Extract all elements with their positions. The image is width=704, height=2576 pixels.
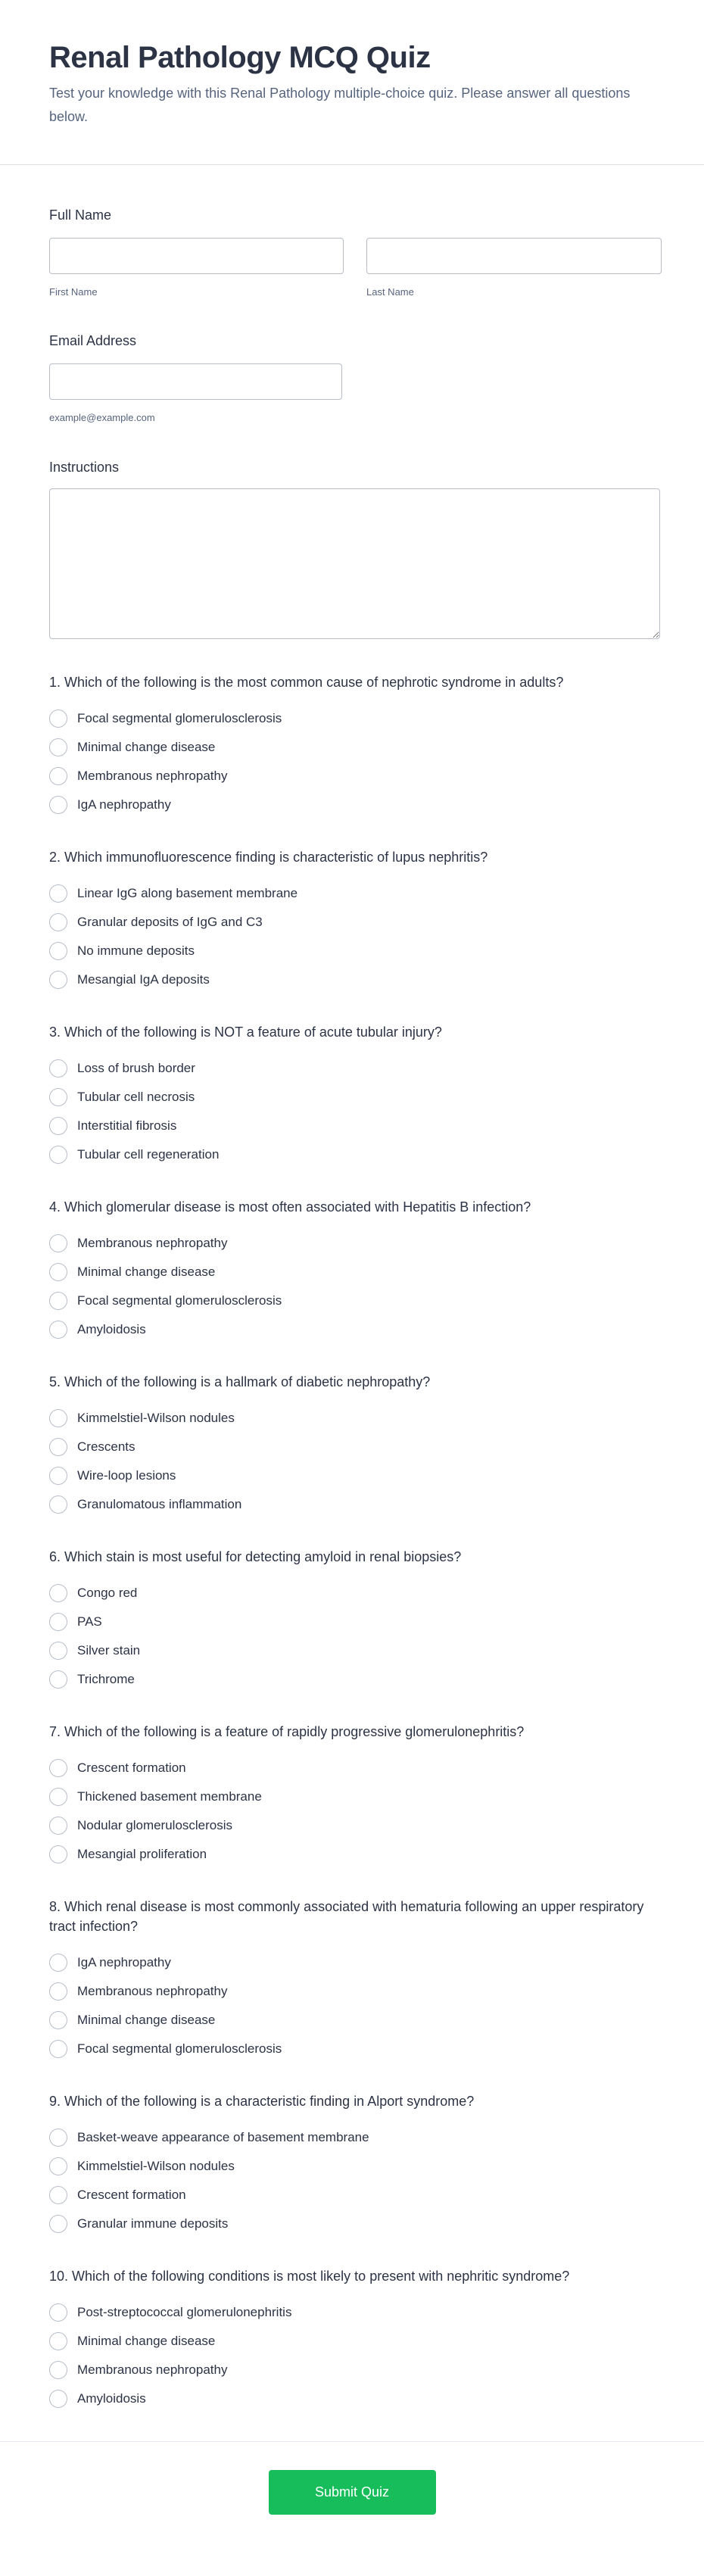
radio-button-icon[interactable] <box>49 1088 67 1106</box>
option-label: Basket-weave appearance of basement membrane <box>77 2130 369 2144</box>
radio-button-icon[interactable] <box>49 796 67 814</box>
options-list <box>49 704 655 819</box>
question-list <box>49 672 655 2413</box>
first-name-sublabel: First Name <box>49 286 98 298</box>
radio-button-icon[interactable] <box>49 1982 67 2001</box>
radio-button-icon[interactable] <box>49 1954 67 1972</box>
option-item[interactable] <box>49 1490 655 1519</box>
radio-button-icon[interactable] <box>49 2011 67 2029</box>
option-item[interactable] <box>49 1140 655 1169</box>
option-item[interactable] <box>49 1112 655 1140</box>
question-2 <box>49 847 655 994</box>
radio-button-icon[interactable] <box>49 913 67 931</box>
option-label: No immune deposits <box>77 943 195 958</box>
option-label: Silver stain <box>77 1643 141 1658</box>
email-sublabel: example@example.com <box>49 412 155 423</box>
radio-button-icon[interactable] <box>49 767 67 785</box>
radio-button-icon[interactable] <box>49 2128 67 2147</box>
instructions-field <box>49 458 655 639</box>
option-label: Amyloidosis <box>77 2391 146 2406</box>
question-title: 2. Which immunofluorescence finding is characteristic of lupus nephritis? <box>49 850 488 865</box>
radio-button-icon[interactable] <box>49 1234 67 1252</box>
radio-button-icon[interactable] <box>49 1292 67 1310</box>
option-label: Membranous nephropathy <box>77 2362 228 2377</box>
option-label: Thickened basement membrane <box>77 1789 262 1804</box>
option-label: PAS <box>77 1614 102 1629</box>
option-item[interactable] <box>49 1948 655 1977</box>
option-label: Minimal change disease <box>77 740 216 754</box>
question-10 <box>49 2266 655 2413</box>
radio-button-icon[interactable] <box>49 2215 67 2233</box>
option-item[interactable] <box>49 1229 655 1258</box>
radio-button-icon[interactable] <box>49 971 67 989</box>
radio-button-icon[interactable] <box>49 1495 67 1514</box>
option-label: Minimal change disease <box>77 2334 216 2348</box>
radio-button-icon[interactable] <box>49 1642 67 1660</box>
options-list <box>49 879 655 994</box>
option-item[interactable] <box>49 1665 655 1694</box>
option-label: Mesangial proliferation <box>77 1847 207 1861</box>
option-item[interactable] <box>49 1083 655 1112</box>
question-title: 9. Which of the following is a characteristic finding in Alport syndrome? <box>49 2094 475 2109</box>
option-item[interactable] <box>49 879 655 908</box>
form-header <box>0 0 704 165</box>
option-label: Focal segmental glomerulosclerosis <box>77 2041 282 2056</box>
option-item[interactable] <box>49 1977 655 2006</box>
option-label: Amyloidosis <box>77 1322 146 1336</box>
question-title: 5. Which of the following is a hallmark of diabetic nephropathy? <box>49 1374 431 1389</box>
option-label: Mesangial IgA deposits <box>77 972 210 987</box>
option-label: Focal segmental glomerulosclerosis <box>77 711 282 725</box>
radio-button-icon[interactable] <box>49 1584 67 1602</box>
question-title: 10. Which of the following conditions is most likely to present with nephritic syndrome? <box>49 2269 570 2284</box>
option-item[interactable] <box>49 2152 655 2181</box>
radio-button-icon[interactable] <box>49 1670 67 1689</box>
option-item[interactable] <box>49 2327 655 2356</box>
option-label: Interstitial fibrosis <box>77 1118 177 1133</box>
option-item[interactable] <box>49 965 655 994</box>
option-label: Minimal change disease <box>77 2013 216 2027</box>
radio-button-icon[interactable] <box>49 2361 67 2379</box>
option-label: Membranous nephropathy <box>77 1236 228 1250</box>
full-name-label: Full Name <box>49 207 112 223</box>
option-label: Tubular cell necrosis <box>77 1090 195 1104</box>
option-item[interactable] <box>49 1754 655 1782</box>
option-item[interactable] <box>49 733 655 762</box>
option-label: Membranous nephropathy <box>77 1984 228 1998</box>
option-item[interactable] <box>49 791 655 819</box>
radio-button-icon[interactable] <box>49 1845 67 1863</box>
instructions-label: Instructions <box>49 460 120 475</box>
radio-button-icon[interactable] <box>49 2186 67 2204</box>
radio-button-icon[interactable] <box>49 1788 67 1806</box>
option-label: Membranous nephropathy <box>77 769 228 783</box>
option-label: Crescent formation <box>77 2188 186 2202</box>
question-5 <box>49 1372 655 1519</box>
options-list <box>49 1404 655 1519</box>
option-item[interactable] <box>49 1461 655 1490</box>
options-list <box>49 1229 655 1344</box>
radio-button-icon[interactable] <box>49 1117 67 1135</box>
option-label: Linear IgG along basement membrane <box>77 886 298 900</box>
option-label: Wire-loop lesions <box>77 1468 176 1483</box>
page-subtitle: Test your knowledge with this Renal Pathology multiple-choice quiz. Please answer all questions below. <box>49 86 631 124</box>
question-1 <box>49 672 655 819</box>
option-item[interactable] <box>49 1579 655 1608</box>
option-label: Post-streptococcal glomerulonephritis <box>77 2305 292 2319</box>
radio-button-icon[interactable] <box>49 1817 67 1835</box>
question-6 <box>49 1547 655 1694</box>
option-item[interactable] <box>49 1433 655 1461</box>
options-list <box>49 2298 655 2413</box>
option-item[interactable] <box>49 937 655 965</box>
email-field <box>49 332 655 424</box>
option-item[interactable] <box>49 2123 655 2152</box>
question-title: 6. Which stain is most useful for detecting amyloid in renal biopsies? <box>49 1549 462 1564</box>
options-list <box>49 1054 655 1169</box>
radio-button-icon[interactable] <box>49 1059 67 1077</box>
quiz-form <box>0 206 704 2413</box>
option-label: Nodular glomerulosclerosis <box>77 1818 233 1832</box>
option-item[interactable] <box>49 2384 655 2413</box>
options-list <box>49 1754 655 1869</box>
option-item[interactable] <box>49 2035 655 2063</box>
option-label: Granular deposits of IgG and C3 <box>77 915 263 929</box>
option-label: Focal segmental glomerulosclerosis <box>77 1293 282 1308</box>
option-label: Minimal change disease <box>77 1265 216 1279</box>
option-item[interactable] <box>49 762 655 791</box>
page-title: Renal Pathology MCQ Quiz <box>49 41 431 74</box>
radio-button-icon[interactable] <box>49 1409 67 1427</box>
question-4 <box>49 1197 655 1344</box>
options-list <box>49 2123 655 2238</box>
email-label: Email Address <box>49 333 137 348</box>
option-item[interactable] <box>49 908 655 937</box>
radio-button-icon[interactable] <box>49 1146 67 1164</box>
question-title: 1. Which of the following is the most common cause of nephrotic syndrome in adults? <box>49 675 564 690</box>
radio-button-icon[interactable] <box>49 884 67 903</box>
first-name-input[interactable] <box>49 238 344 274</box>
email-input[interactable] <box>49 363 342 400</box>
option-item[interactable] <box>49 1404 655 1433</box>
question-title: 7. Which of the following is a feature of rapidly progressive glomerulonephritis? <box>49 1724 525 1739</box>
radio-button-icon[interactable] <box>49 1438 67 1456</box>
radio-button-icon[interactable] <box>49 2040 67 2058</box>
option-label: Kimmelstiel-Wilson nodules <box>77 2159 235 2173</box>
last-name-sublabel: Last Name <box>366 286 414 298</box>
option-item[interactable] <box>49 1636 655 1665</box>
option-item[interactable] <box>49 2006 655 2035</box>
option-label: Granular immune deposits <box>77 2216 229 2231</box>
question-8 <box>49 1897 655 2063</box>
radio-button-icon[interactable] <box>49 738 67 756</box>
options-list <box>49 1948 655 2063</box>
radio-button-icon[interactable] <box>49 2390 67 2408</box>
option-item[interactable] <box>49 1608 655 1636</box>
radio-button-icon[interactable] <box>49 1467 67 1485</box>
option-item[interactable] <box>49 1811 655 1840</box>
question-3 <box>49 1022 655 1169</box>
option-label: Kimmelstiel-Wilson nodules <box>77 1411 235 1425</box>
option-item[interactable] <box>49 2181 655 2210</box>
radio-button-icon[interactable] <box>49 2332 67 2350</box>
option-item[interactable] <box>49 1315 655 1344</box>
question-7 <box>49 1722 655 1869</box>
instructions-textarea[interactable] <box>49 488 660 639</box>
option-label: Crescents <box>77 1439 136 1454</box>
option-label: Loss of brush border <box>77 1061 195 1075</box>
question-title: 8. Which renal disease is most commonly associated with hematuria following an upper respiratory tract infection? <box>49 1899 644 1934</box>
question-title: 4. Which glomerular disease is most often associated with Hepatitis B infection? <box>49 1199 531 1215</box>
option-label: Trichrome <box>77 1672 135 1686</box>
last-name-input[interactable] <box>366 238 662 274</box>
option-label: IgA nephropathy <box>77 1955 171 1969</box>
radio-button-icon[interactable] <box>49 1321 67 1339</box>
option-item[interactable] <box>49 704 655 733</box>
options-list <box>49 1579 655 1694</box>
option-item[interactable] <box>49 2210 655 2238</box>
option-label: Crescent formation <box>77 1760 186 1775</box>
option-label: IgA nephropathy <box>77 797 171 812</box>
option-item[interactable] <box>49 2298 655 2327</box>
radio-button-icon[interactable] <box>49 1263 67 1281</box>
option-item[interactable] <box>49 1054 655 1083</box>
radio-button-icon[interactable] <box>49 1613 67 1631</box>
question-title: 3. Which of the following is NOT a feature of acute tubular injury? <box>49 1024 442 1040</box>
option-item[interactable] <box>49 1286 655 1315</box>
full-name-field <box>49 206 655 298</box>
question-9 <box>49 2091 655 2238</box>
option-item[interactable] <box>49 1258 655 1286</box>
option-item[interactable] <box>49 2356 655 2384</box>
option-label: Tubular cell regeneration <box>77 1147 220 1162</box>
radio-button-icon[interactable] <box>49 2157 67 2175</box>
radio-button-icon[interactable] <box>49 709 67 728</box>
form-footer <box>0 2441 704 2562</box>
submit-quiz-button[interactable]: Submit Quiz <box>269 2470 436 2515</box>
option-item[interactable] <box>49 1782 655 1811</box>
radio-button-icon[interactable] <box>49 942 67 960</box>
option-label: Granulomatous inflammation <box>77 1497 242 1511</box>
option-item[interactable] <box>49 1840 655 1869</box>
radio-button-icon[interactable] <box>49 1759 67 1777</box>
option-label: Congo red <box>77 1586 138 1600</box>
radio-button-icon[interactable] <box>49 2303 67 2322</box>
